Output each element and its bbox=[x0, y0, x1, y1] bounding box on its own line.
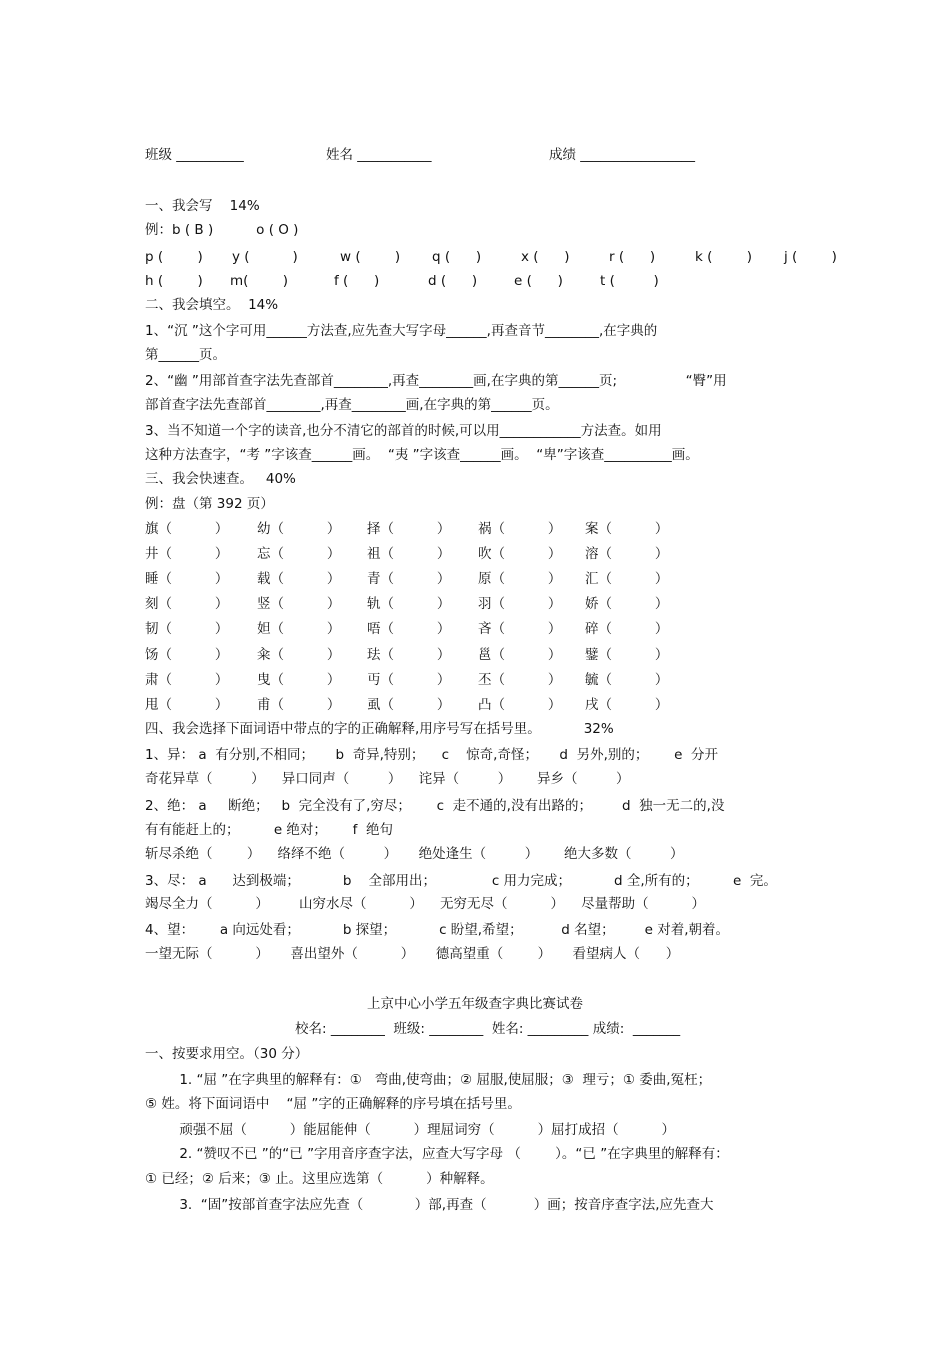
question-text: ⑤ 姓。将下面词语中 “屈 ”字的正确解释的序号填在括号里。 bbox=[145, 1096, 521, 1112]
section-3-title: 三、我会快速查。 40% bbox=[145, 471, 296, 487]
question-text: 2、绝： a 断绝； b 完全没有了,穷尽； c 走不通的,没有出路的； d 独一无二的,没 bbox=[145, 798, 725, 814]
character-blank: 轨（ ） bbox=[367, 596, 451, 613]
character-blank: 幼（ ） bbox=[257, 521, 341, 537]
character-blank: 吹（ ） bbox=[478, 546, 562, 563]
character-blank: 曳（ ） bbox=[257, 671, 341, 688]
character-blank: 娇（ ） bbox=[585, 596, 669, 613]
question-text: 1、异： a 有分别,不相同； b 奇异,特别； c 惊奇,奇怪； d 另外,别的； e 分开 bbox=[145, 747, 719, 763]
letter-blank: h ( ) bbox=[145, 273, 203, 289]
question-text: 2、“幽 ”用部首查字法先查部首________,再查________画,在字典的第______页; “臀”用 bbox=[145, 373, 727, 389]
second-exam-info: 校名: ________ 班级: ________ 姓名: _________ 成绩: _______ bbox=[295, 1021, 681, 1037]
character-blank: 溶（ ） bbox=[585, 546, 669, 563]
answer-row: 斩尽杀绝（ ） 络绎不绝（ ） 绝处逢生（ ） 绝大多数（ ） bbox=[145, 846, 684, 862]
letter-blank: k ( ) bbox=[695, 249, 752, 265]
character-blank: 旗（ ） bbox=[145, 521, 229, 537]
character-blank: 籴（ ） bbox=[257, 646, 341, 663]
character-blank: 鐾（ ） bbox=[585, 646, 669, 663]
letter-blank: y ( ) bbox=[232, 249, 298, 265]
character-blank: 珐（ ） bbox=[367, 646, 451, 663]
question-text: 这种方法查字，“考 ”字该查______画。 “夷 ”字该查______画。 “卑”字该查__________画。 bbox=[145, 447, 699, 463]
character-blank: 妲（ ） bbox=[257, 621, 341, 638]
second-exam-title: 上京中心小学五年级查字典比赛试卷 bbox=[367, 996, 583, 1012]
character-blank: 凸（ ） bbox=[478, 696, 562, 713]
character-blank: 祖（ ） bbox=[367, 546, 451, 563]
question-text: 4、望： a 向远处看； b 探望； c 盼望,希望； d 名望； e 对着,朝着。 bbox=[145, 922, 729, 938]
question-text: 2. “赞叹不已 ”的“已 ”字用音序查字法，应查大写字母 （ ）。“已 ”在字典里的解释有： bbox=[145, 1146, 729, 1162]
score-field: 成绩 _________________ bbox=[549, 147, 696, 163]
question-text: 1、“沉 ”这个字可用______方法查,应先查大写字母______,再查音节________,在字典的 bbox=[145, 323, 658, 339]
question-text: 第______页。 bbox=[145, 347, 226, 363]
character-blank: 碎（ ） bbox=[585, 621, 669, 638]
character-blank: 羽（ ） bbox=[478, 596, 562, 613]
letter-blank: w ( ) bbox=[340, 249, 401, 265]
section-3-example: 例：盘（第 392 页） bbox=[145, 496, 274, 512]
question-text: 1. “屈 ”在字典里的解释有：① 弯曲,使弯曲；② 屈服,使屈服；③ 理亏；① 委曲,冤枉； bbox=[145, 1072, 712, 1088]
letter-blank: d ( ) bbox=[428, 273, 478, 289]
answer-row: 顽强不屈（ ）能屈能伸（ ）理屈词穷（ ）屈打成招（ ） bbox=[145, 1122, 675, 1138]
character-blank: 汇（ ） bbox=[585, 571, 669, 588]
character-blank: 饧（ ） bbox=[145, 646, 229, 663]
character-blank: 睡（ ） bbox=[145, 571, 229, 588]
letter-blank: f ( ) bbox=[334, 273, 380, 289]
letter-blank: p ( ) bbox=[145, 249, 203, 265]
letter-blank: r ( ) bbox=[609, 249, 656, 265]
question-text: ① 已经；② 后来；③ 止。这里应选第（ ）种解释。 bbox=[145, 1171, 494, 1187]
section-2-title: 二、我会填空。 14% bbox=[145, 297, 279, 313]
letter-blank: e ( ) bbox=[514, 273, 563, 289]
letter-blank: m( ) bbox=[230, 273, 289, 289]
part2-section-1-title: 一、按要求用空。（30 分） bbox=[145, 1046, 309, 1062]
character-blank: 甫（ ） bbox=[257, 696, 341, 713]
character-blank: 邕（ ） bbox=[478, 646, 562, 663]
answer-row: 竭尽全力（ ） 山穷水尽（ ） 无穷无尽（ ） 尽量帮助（ ） bbox=[145, 896, 706, 912]
letter-blank: q ( ) bbox=[432, 249, 482, 265]
character-blank: 载（ ） bbox=[257, 571, 341, 588]
character-blank: 韧（ ） bbox=[145, 621, 229, 638]
character-blank: 井（ ） bbox=[145, 546, 229, 563]
character-blank: 青（ ） bbox=[367, 571, 451, 588]
character-blank: 刻（ ） bbox=[145, 596, 229, 613]
character-blank: 丏（ ） bbox=[367, 671, 451, 688]
question-text: 3、当不知道一个字的读音,也分不清它的部首的时候,可以用____________方法查。如用 bbox=[145, 423, 662, 439]
character-blank: 戌（ ） bbox=[585, 696, 669, 713]
character-blank: 肃（ ） bbox=[145, 671, 229, 688]
character-blank: 案（ ） bbox=[585, 521, 669, 537]
name-field: 姓名 ___________ bbox=[326, 147, 432, 163]
character-blank: 择（ ） bbox=[367, 521, 451, 537]
letter-blank: t ( ) bbox=[600, 273, 659, 289]
character-blank: 吝（ ） bbox=[478, 621, 562, 638]
question-text: 部首查字法先查部首________,再查________画,在字典的第______页。 bbox=[145, 397, 559, 413]
character-blank: 毓（ ） bbox=[585, 671, 669, 688]
section-1-title: 一、我会写 14% bbox=[145, 198, 260, 214]
section-4-title: 四、我会选择下面词语中带点的字的正确解释,用序号写在括号里。 32% bbox=[145, 721, 614, 737]
answer-row: 一望无际（ ） 喜出望外（ ） 德高望重（ ） 看望病人（ ） bbox=[145, 946, 680, 962]
character-blank: 丕（ ） bbox=[478, 671, 562, 688]
character-blank: 唔（ ） bbox=[367, 621, 451, 638]
character-blank: 祸（ ） bbox=[478, 521, 562, 537]
section-1-example: 例：b ( B ) o ( O ) bbox=[145, 222, 299, 238]
question-text: 3. “固”按部首查字法应先查（ ）部,再查（ ）画；按音序查字法,应先查大 bbox=[145, 1197, 714, 1213]
answer-row: 奇花异草（ ） 异口同声（ ） 诧异（ ） 异乡（ ） bbox=[145, 771, 630, 787]
letter-blank: x ( ) bbox=[521, 249, 570, 265]
letter-blank: j ( ) bbox=[784, 249, 837, 265]
question-text: 有有能赶上的； e 绝对； f 绝句 bbox=[145, 822, 394, 838]
character-blank: 竖（ ） bbox=[257, 596, 341, 613]
character-blank: 虱（ ） bbox=[367, 696, 451, 713]
character-blank: 忘（ ） bbox=[257, 546, 341, 563]
character-blank: 甩（ ） bbox=[145, 696, 229, 713]
class-field: 班级 __________ bbox=[145, 147, 244, 163]
question-text: 3、尽： a 达到极端； b 全部用出； c 用力完成； d 全,所有的； e 完。 bbox=[145, 873, 777, 889]
character-blank: 原（ ） bbox=[478, 571, 562, 588]
